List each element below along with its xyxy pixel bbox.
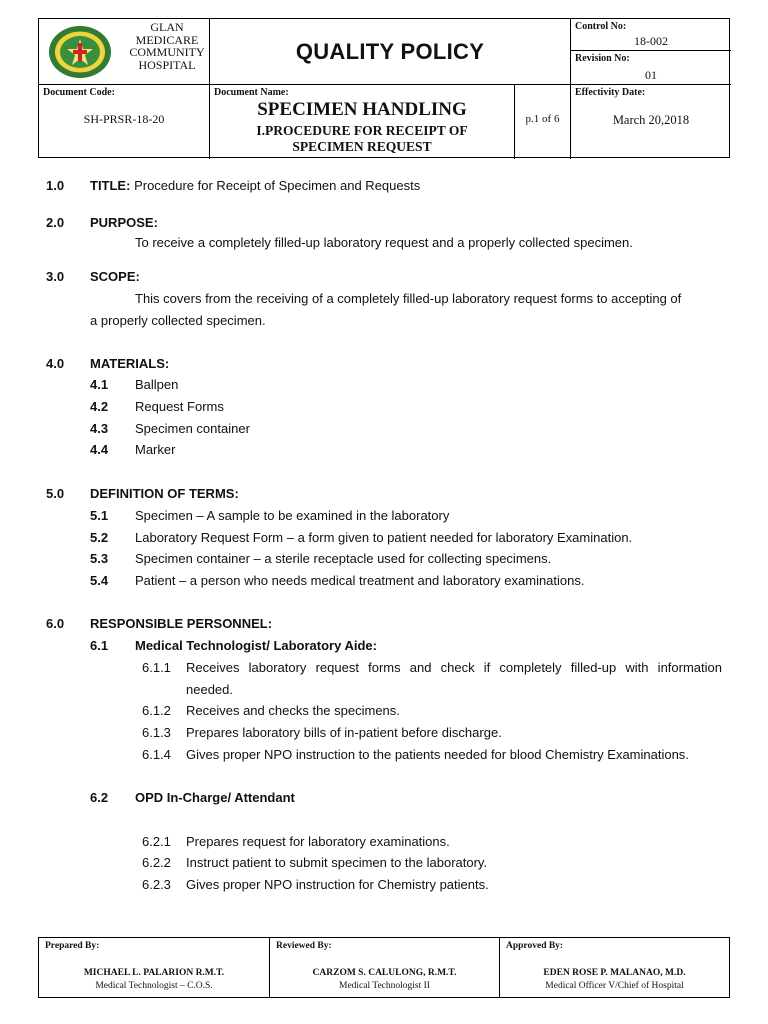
section-title-line: TITLE: Procedure for Receipt of Specimen and Requests	[90, 178, 421, 193]
list-item: Receives and checks the specimens.	[186, 703, 400, 718]
list-item: Laboratory Request Form – a form given to patient needed for laboratory Examination.	[135, 530, 633, 545]
list-item-number: 6.1.2	[142, 703, 171, 718]
section-number: 1.0	[46, 178, 65, 193]
page-number: p.1 of 6	[525, 113, 560, 125]
list-item: Patient – a person who needs medical treatment and laboratory examinations.	[135, 573, 585, 588]
list-item-number: 6.1.4	[142, 747, 171, 762]
policy-title: QUALITY POLICY	[295, 39, 485, 64]
list-item: Specimen container	[135, 421, 250, 436]
document-code-label: Document Code:	[43, 87, 115, 98]
list-item-number: 5.2	[90, 530, 109, 545]
approved-by-cell	[500, 938, 729, 997]
approved-by-name: EDEN ROSE P. MALANAO, M.D.	[543, 968, 686, 978]
revision-no-label: Revision No:	[575, 53, 630, 64]
control-no-label: Control No:	[575, 21, 627, 32]
list-item-number: 4.1	[90, 377, 109, 392]
list-item: Marker	[135, 442, 176, 457]
control-no-cell	[571, 19, 731, 51]
section-number: 4.0	[46, 356, 65, 371]
list-item-number: 6.1.3	[142, 725, 171, 740]
subsection-heading: Medical Technologist/ Laboratory Aide:	[135, 638, 377, 653]
section-heading: PURPOSE:	[90, 215, 158, 230]
list-item: Receives laboratory request forms and check if completely filled-up with information	[186, 660, 722, 675]
list-item: Ballpen	[135, 377, 179, 392]
list-item-continued: needed.	[186, 682, 233, 697]
list-item-number: 5.3	[90, 551, 109, 566]
section-heading: SCOPE:	[90, 269, 140, 284]
revision-no-cell	[571, 51, 731, 85]
document-code-cell	[39, 85, 210, 159]
hospital-seal-icon	[47, 25, 113, 79]
effectivity-date-cell	[571, 85, 731, 159]
list-item-number: 4.2	[90, 399, 109, 414]
list-item: Gives proper NPO instruction to the patients needed for blood Chemistry Examinations.	[186, 747, 689, 762]
list-item: Prepares request for laboratory examinations.	[186, 834, 450, 849]
reviewed-by-name: CARZOM S. CALULONG, R.M.T.	[312, 968, 457, 978]
list-item: Gives proper NPO instruction for Chemistry patients.	[186, 877, 489, 892]
section-heading: RESPONSIBLE PERSONNEL:	[90, 616, 273, 631]
approved-by-role: Medical Officer V/Chief of Hospital	[545, 981, 684, 991]
section-number: 6.0	[46, 616, 65, 631]
subsection-number: 6.1	[90, 638, 109, 653]
hospital-logo-cell	[39, 19, 210, 85]
approved-by-label: Approved By:	[506, 941, 564, 951]
document-subtitle: I.PROCEDURE FOR RECEIPT OF SPECIMEN REQUEST	[256, 123, 468, 154]
document-header	[38, 18, 730, 158]
revision-no-value: 01	[645, 68, 657, 82]
policy-title-cell	[210, 19, 571, 85]
document-name-label: Document Name:	[214, 87, 289, 98]
list-item-number: 6.2.1	[142, 834, 171, 849]
section-text: To receive a completely filled-up laboratory request and a properly collected specimen.	[135, 235, 633, 250]
section-heading: DEFINITION OF TERMS:	[90, 486, 239, 501]
section-heading: MATERIALS:	[90, 356, 170, 371]
effectivity-date-value: March 20,2018	[612, 113, 690, 127]
list-item-number: 5.4	[90, 573, 109, 588]
prepared-by-role: Medical Technologist – C.O.S.	[95, 981, 213, 991]
list-item: Request Forms	[135, 399, 224, 414]
control-no-value: 18-002	[634, 34, 668, 48]
list-item: Specimen container – a sterile receptacle used for collecting specimens.	[135, 551, 552, 566]
list-item: Instruct patient to submit specimen to the laboratory.	[186, 855, 488, 870]
section-number: 5.0	[46, 486, 65, 501]
document-code-value: SH-PRSR-18-20	[83, 112, 165, 126]
signature-footer	[38, 937, 730, 998]
list-item-number: 4.3	[90, 421, 109, 436]
subsection-heading: OPD In-Charge/ Attendant	[135, 790, 295, 805]
reviewed-by-cell	[270, 938, 500, 997]
section-number: 3.0	[46, 269, 65, 284]
subsection-number: 6.2	[90, 790, 109, 805]
reviewed-by-label: Reviewed By:	[276, 941, 332, 951]
list-item-number: 5.1	[90, 508, 109, 523]
list-item-number: 4.4	[90, 442, 109, 457]
list-item-number: 6.1.1	[142, 660, 171, 675]
section-text: This covers from the receiving of a completely filled-up laboratory request forms to accepting of	[135, 291, 682, 306]
section-number: 2.0	[46, 215, 65, 230]
document-name-value: SPECIMEN HANDLING	[257, 99, 467, 120]
list-item-number: 6.2.2	[142, 855, 171, 870]
hospital-name: GLAN MEDICARE COMMUNITY HOSPITAL	[129, 20, 205, 72]
list-item: Specimen – A sample to be examined in the laboratory	[135, 508, 450, 523]
prepared-by-name: MICHAEL L. PALARION R.M.T.	[83, 968, 225, 978]
reviewed-by-role: Medical Technologist II	[339, 981, 430, 991]
document-name-cell	[210, 85, 515, 159]
effectivity-date-label: Effectivity Date:	[575, 87, 646, 98]
page-number-cell	[515, 85, 571, 159]
prepared-by-cell	[39, 938, 270, 997]
prepared-by-label: Prepared By:	[45, 941, 100, 951]
list-item: Prepares laboratory bills of in-patient before discharge.	[186, 725, 502, 740]
list-item-number: 6.2.3	[142, 877, 171, 892]
section-text: a properly collected specimen.	[90, 313, 266, 328]
